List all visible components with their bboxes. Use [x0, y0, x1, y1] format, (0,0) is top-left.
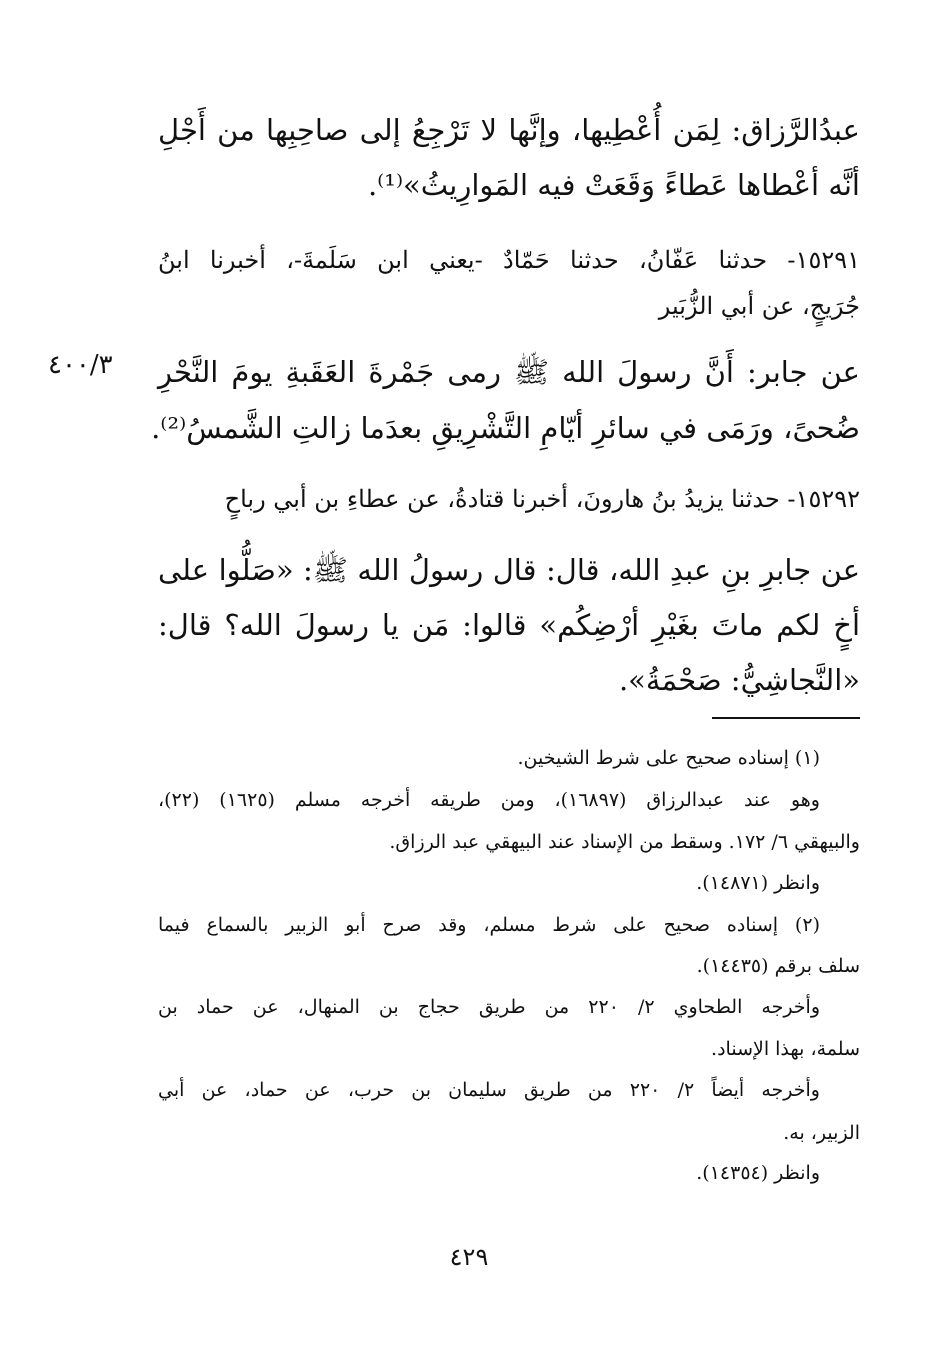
main-text-line-2: أنَّه أعْطاها عَطاءً وَقَعَتْ فيه المَوارِيثُ»⁽¹⁾. [367, 168, 860, 202]
footnote-2-line-6: الزبير، به. [783, 1122, 860, 1144]
footnote-1-line-2: وهو عند عبدالرزاق (١٦٨٩٧)، ومن طريقه أخرجه مسلم (١٦٢٥) (٢٢)، [158, 789, 820, 811]
hadith-15292-chain-line: ١٥٢٩٢- حدثنا يزيدُ بنُ هارونَ، أخبرنا قتادةُ، عن عطاءِ بن أبي رباحٍ [224, 485, 860, 513]
footnote-2-line-4: سلمة، بهذا الإسناد. [711, 1038, 860, 1060]
main-text-line-1: عبدُالرَّزاق: لِمَن أُعْطِيها، وإنَّها لا تَرْجِعُ إلى صاحِبِها من أَجْلِ [158, 113, 860, 147]
footnote-2-line-1: (٢) إسناده صحيح على شرط مسلم، وقد صرح أبو الزبير بالسماع فيما [158, 914, 820, 936]
footnote-1-line-1: (١) إسناده صحيح على شرط الشيخين. [517, 747, 820, 769]
margin-volume-page-reference: ٤٠٠/٣ [48, 350, 113, 380]
hadith-15291-text-line-1: عن جابر: أَنَّ رسولَ الله ﷺ رمى جَمْرةَ العَقَبةِ يومَ النَّحْرِ [158, 355, 860, 389]
footnote-2-line-5: وأخرجه أيضاً ٢/ ٢٢٠ من طريق سليمان بن حرب، عن حماد، عن أبي [158, 1079, 820, 1101]
footnote-2-line-3: وأخرجه الطحاوي ٢/ ٢٢٠ من طريق حجاج بن المنهال، عن حماد بن [158, 996, 820, 1018]
hadith-15292-text-line-3: «النَّجاشِيُّ: صَحْمَةُ». [618, 663, 860, 697]
footnote-1-line-4: وانظر (١٤٨٧١). [696, 872, 820, 894]
footnote-2-line-7: وانظر (١٤٣٥٤). [696, 1162, 820, 1184]
hadith-15292-text-line-2: أخٍ لكم ماتَ بغَيْرِ أرْضِكُم» قالوا: مَن يا رسولَ الله؟ قال: [158, 608, 860, 642]
hadith-15291-chain-line-1: ١٥٢٩١- حدثنا عَفّانُ، حدثنا حَمّادٌ -يعني ابن سَلَمةَ-، أخبرنا ابنُ [158, 246, 860, 274]
hadith-15291-chain-line-2: جُرَيجٍ، عن أبي الزُّبَير [658, 292, 860, 320]
hadith-15292-text-line-1: عن جابرِ بنِ عبدِ الله، قال: قال رسولُ الله ﷺ: «صَلُّوا على [158, 553, 860, 587]
hadith-15291-text-line-2: ضُحىً، ورَمَى في سائرِ أيّامِ التَّشْرِيقِ بعدَما زالتِ الشَّمسُ⁽²⁾. [151, 411, 860, 445]
footnote-2-line-2: سلف برقم (١٤٤٣٥). [696, 955, 860, 977]
footnote-separator [712, 717, 860, 719]
footnote-1-line-3: والبيهقي ٦/ ١٧٢. وسقط من الإسناد عند البيهقي عبد الرزاق. [389, 831, 860, 853]
page-number: ٤٢٩ [449, 1243, 489, 1271]
